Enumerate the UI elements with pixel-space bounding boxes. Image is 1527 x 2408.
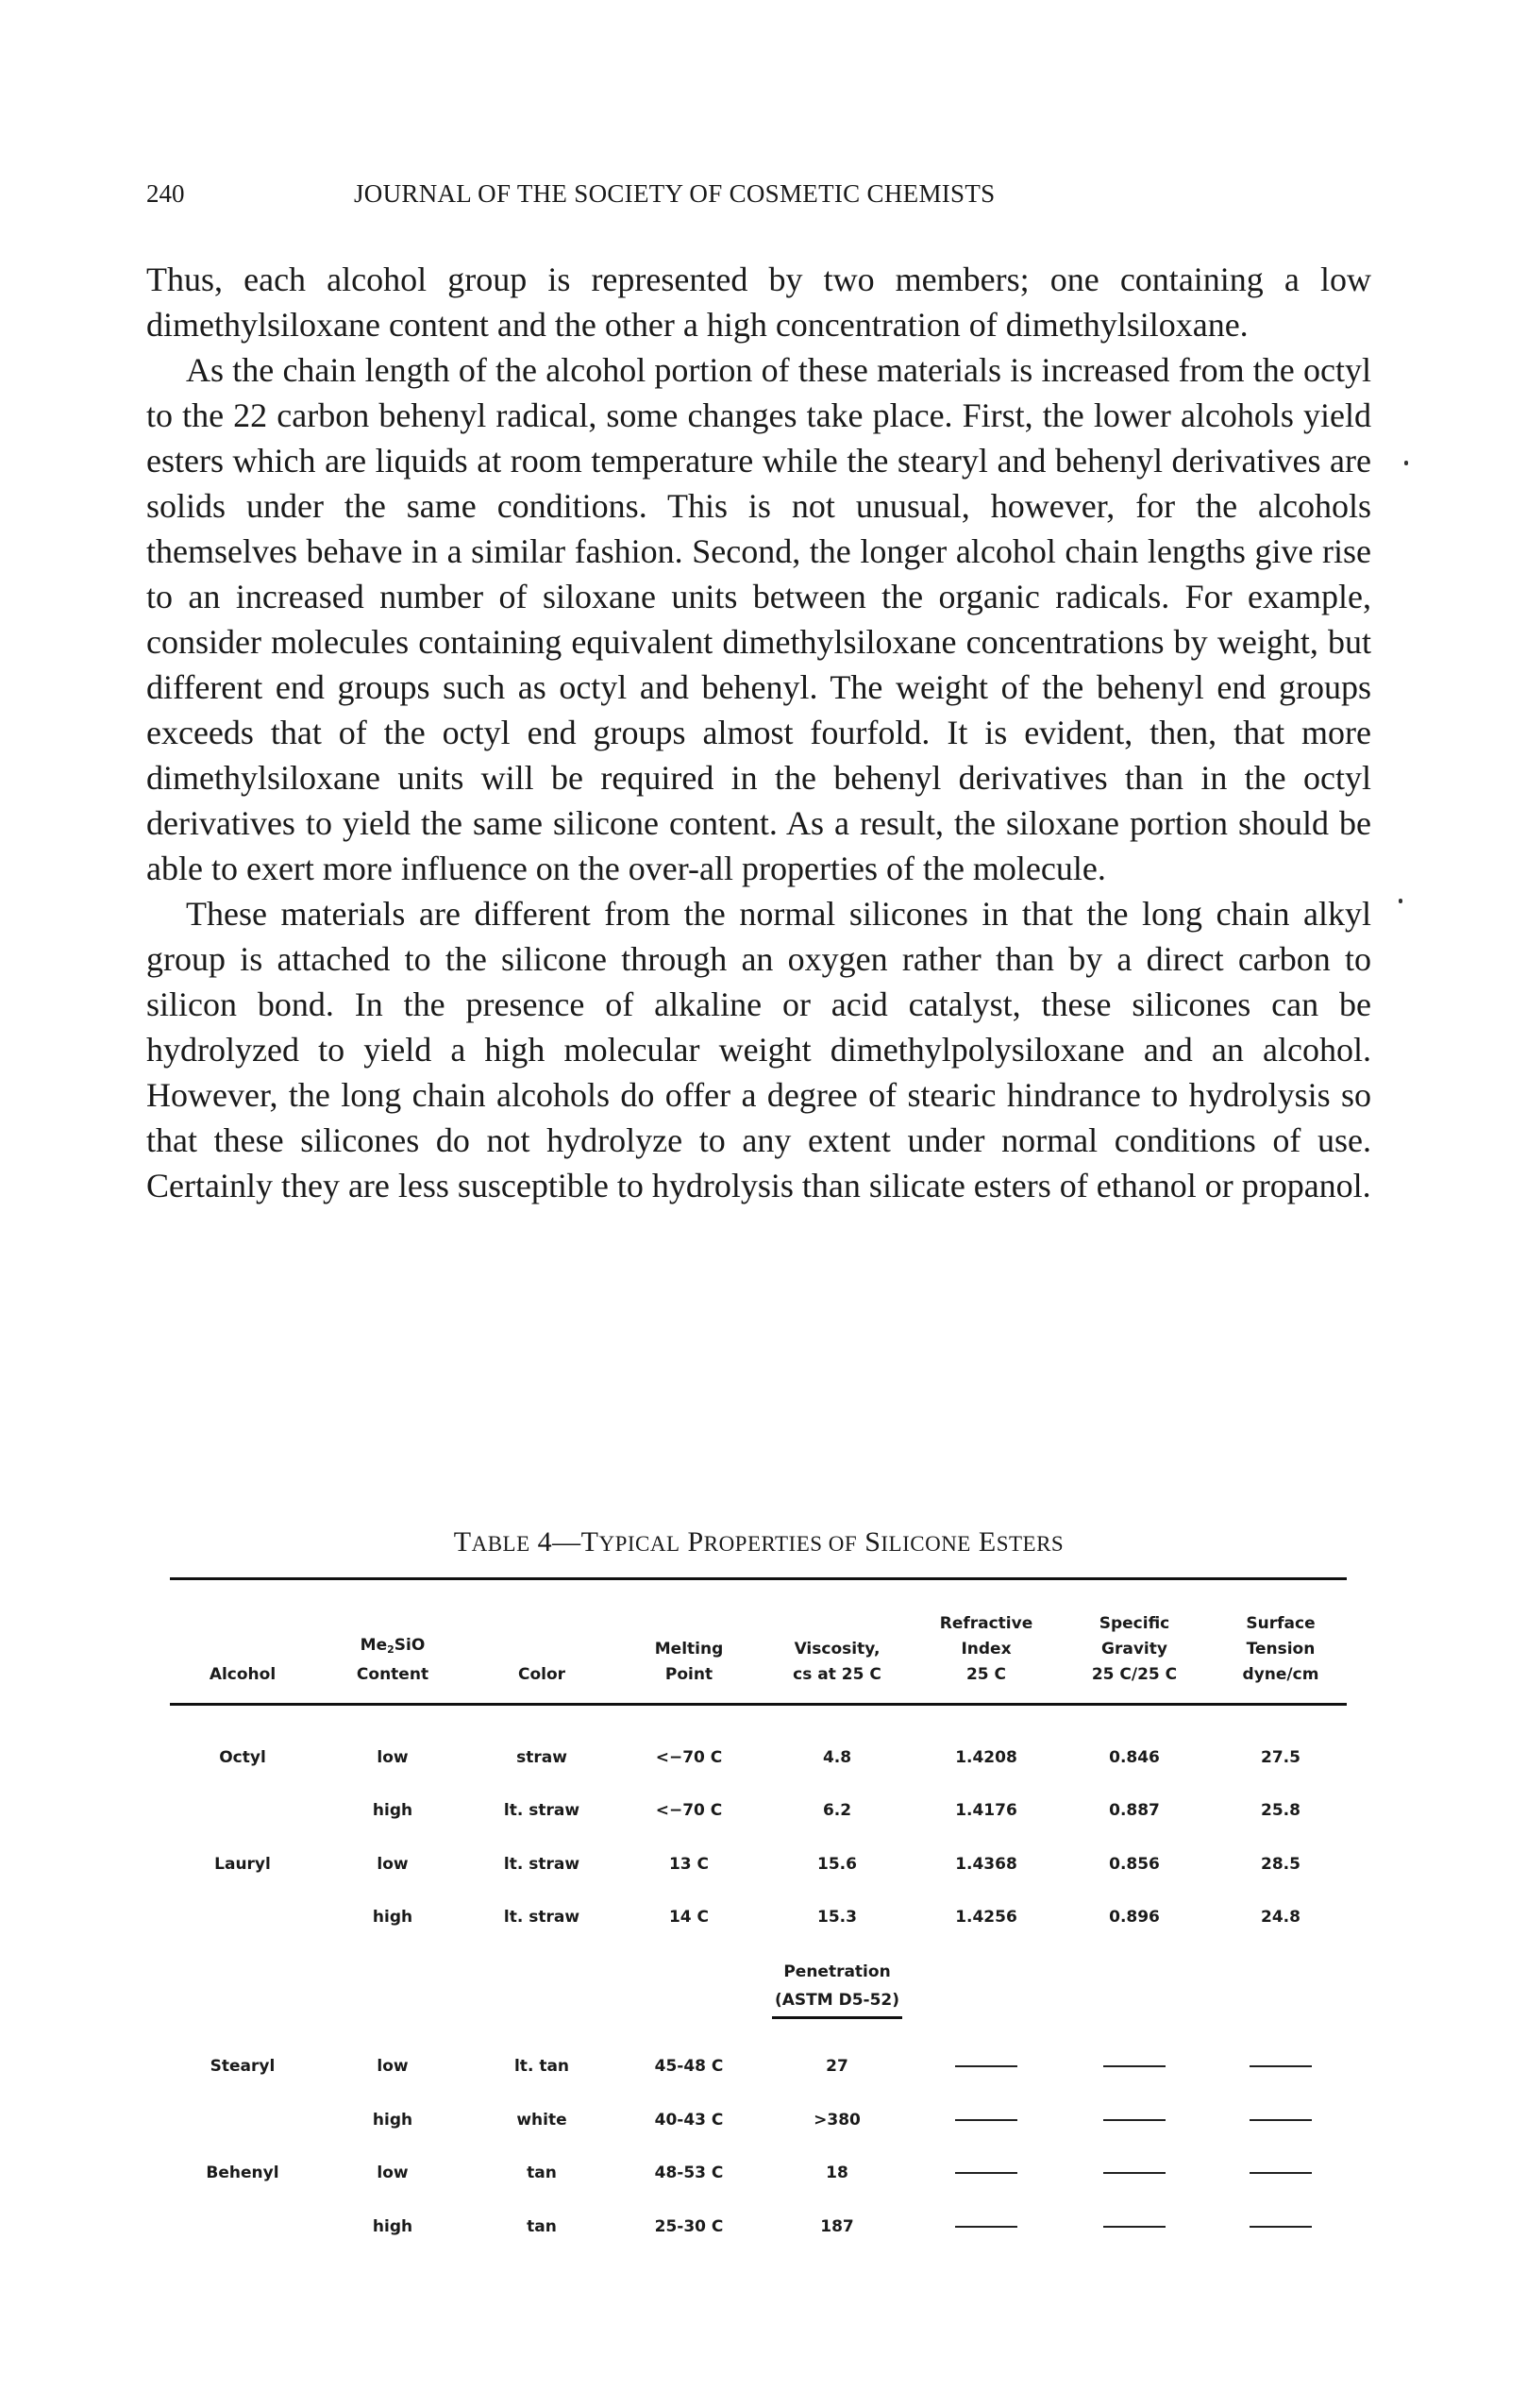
header-refractive-index: Refractive Index 25 C — [939, 1614, 1033, 1684]
cell-refractive-index-empty — [911, 2054, 1062, 2080]
cell-viscosity: 187 — [820, 2217, 854, 2236]
cell-melting-point: <−70 C — [655, 1748, 723, 1767]
cell-color: tan — [527, 2164, 557, 2182]
cell-color: lt. straw — [503, 1908, 580, 1927]
cell-refractive-index: 1.4176 — [955, 1801, 1017, 1820]
cell-content: low — [377, 1748, 409, 1767]
print-speck — [1399, 899, 1402, 903]
cell-alcohol: Stearyl — [210, 2057, 276, 2076]
cell-surface-tension: 24.8 — [1261, 1908, 1300, 1927]
paragraph-1: Thus, each alcohol group is represented by two members; one containing a low dimethylsiloxane content and the other a high concentration of dimethylsiloxane. — [146, 261, 1371, 344]
cell-surface-tension: 27.5 — [1261, 1748, 1300, 1767]
cell-content: low — [377, 2057, 409, 2076]
cell-viscosity: 4.8 — [822, 1748, 852, 1767]
cell-refractive-index-empty — [911, 2108, 1062, 2133]
header-content: $Me_2SiO$ Content — [356, 1636, 429, 1684]
cell-melting-point: 14 C — [668, 1908, 710, 1927]
cell-surface-tension: 28.5 — [1261, 1855, 1300, 1874]
header-melting-point: Melting Point — [654, 1640, 724, 1684]
cell-content: high — [372, 1801, 413, 1820]
cell-viscosity: 15.6 — [817, 1855, 857, 1874]
header-specific-gravity: Specific Gravity 25 C/25 C — [1091, 1614, 1178, 1684]
cell-surface-tension-empty — [1205, 2161, 1356, 2186]
cell-surface-tension: 25.8 — [1261, 1801, 1300, 1820]
cell-content: high — [372, 1908, 413, 1927]
cell-refractive-index: 1.4208 — [955, 1748, 1017, 1767]
em-dash — [1103, 2226, 1166, 2228]
table-top-rule — [170, 1577, 1347, 1580]
cell-viscosity: 15.3 — [817, 1908, 857, 1927]
paragraph-3: These materials are different from the normal silicones in that the long chain alkyl group is attached to the silicone through an oxygen rather than by a direct carbon to silicon bond. In the presence of alkaline or acid catalyst, these silicones can be hydrolyzed to yield a high molecular weight dimethylpolysiloxane and an alcohol. However, the long chain alcohols do offer a degree of stearic hindrance to hydrolysis so that these silicones do not hydrolyze to any extent under normal conditions of use. Certainly they are less susceptible to hydrolysis than silicate esters of ethanol or propanol. — [146, 895, 1371, 1204]
em-dash — [955, 2172, 1017, 2174]
em-dash — [1103, 2172, 1166, 2174]
cell-color: lt. straw — [503, 1855, 580, 1874]
cell-viscosity: 27 — [826, 2057, 848, 2076]
cell-alcohol: Octyl — [219, 1748, 266, 1767]
cell-content: high — [372, 2217, 413, 2236]
cell-viscosity: >380 — [814, 2111, 861, 2130]
cell-specific-gravity: 0.896 — [1109, 1908, 1160, 1927]
em-dash — [1250, 2119, 1312, 2121]
cell-color: lt. tan — [513, 2057, 570, 2076]
cell-specific-gravity-empty — [1059, 2161, 1210, 2186]
cell-melting-point: 25-30 C — [654, 2217, 724, 2236]
paragraph-2: As the chain length of the alcohol portion of these materials is increased from the octyl to the 22 carbon behenyl radical, some changes take place. First, the lower alcohols yield esters which are liquids at room temperature while the stearyl and behenyl derivatives are solids under the same conditions. This is not unusual, however, for the alcohols themselves behave in a similar fashion. Second, the longer alcohol chain lengths give rise to an increased number of siloxane units between the organic radicals. For example, consider molecules containing equivalent dimethylsiloxane concentrations by weight, but different end groups such as octyl and behenyl. The weight of the behenyl end groups exceeds that of the octyl end groups almost fourfold. It is evident, then, that more dimethylsiloxane units will be required in the behenyl derivatives than in the octyl derivatives to yield the same silicone content. As a result, the siloxane portion should be able to exert more influence on the over-all properties of the molecule. — [146, 351, 1371, 887]
em-dash — [1250, 2172, 1312, 2174]
header-color: Color — [517, 1665, 566, 1684]
header-alcohol: Alcohol — [209, 1665, 277, 1684]
cell-color: white — [516, 2111, 567, 2130]
cell-melting-point: <−70 C — [655, 1801, 723, 1820]
cell-melting-point: 40-43 C — [654, 2111, 724, 2130]
cell-refractive-index: 1.4256 — [955, 1908, 1017, 1927]
running-head — [146, 179, 1373, 211]
table-caption: TABLE 4—TYPICAL PROPERTIES OF SILICONE ESTERS — [453, 1526, 1065, 1558]
cell-color: straw — [516, 1748, 567, 1767]
cell-specific-gravity: 0.846 — [1109, 1748, 1160, 1767]
cell-specific-gravity: 0.887 — [1109, 1801, 1160, 1820]
cell-color: tan — [527, 2217, 557, 2236]
print-speck — [1404, 461, 1408, 465]
cell-alcohol: Behenyl — [206, 2164, 279, 2182]
cell-surface-tension-empty — [1205, 2054, 1356, 2080]
body-text — [146, 257, 1371, 1208]
em-dash — [1250, 2065, 1312, 2067]
cell-content: low — [377, 1855, 409, 1874]
em-dash — [955, 2226, 1017, 2228]
cell-color: lt. straw — [503, 1801, 580, 1820]
em-dash — [955, 2119, 1017, 2121]
table-header-rule — [170, 1703, 1347, 1706]
table-header — [0, 1605, 1527, 1688]
header-surface-tension: Surface Tension dyne/cm — [1242, 1614, 1319, 1684]
page-number: 240 — [146, 179, 185, 208]
cell-refractive-index-empty — [911, 2161, 1062, 2186]
header-viscosity: Viscosity, cs at 25 C — [793, 1640, 881, 1684]
cell-refractive-index: 1.4368 — [955, 1855, 1017, 1874]
cell-specific-gravity-empty — [1059, 2108, 1210, 2133]
cell-specific-gravity: 0.856 — [1109, 1855, 1160, 1874]
cell-surface-tension-empty — [1205, 2108, 1356, 2133]
em-dash — [955, 2065, 1017, 2067]
cell-content: low — [377, 2164, 409, 2182]
cell-surface-tension-empty — [1205, 2214, 1356, 2240]
cell-alcohol: Lauryl — [214, 1855, 271, 1874]
cell-content: high — [372, 2111, 413, 2130]
journal-title: JOURNAL OF THE SOCIETY OF COSMETIC CHEMISTS — [354, 179, 996, 208]
cell-melting-point: 48-53 C — [654, 2164, 724, 2182]
em-dash — [1250, 2226, 1312, 2228]
cell-refractive-index-empty — [911, 2214, 1062, 2240]
cell-specific-gravity-empty — [1059, 2214, 1210, 2240]
cell-melting-point: 45-48 C — [654, 2057, 724, 2076]
cell-viscosity: 18 — [826, 2164, 848, 2182]
cell-viscosity: 6.2 — [822, 1801, 852, 1820]
cell-specific-gravity-empty — [1059, 2054, 1210, 2080]
penetration-subheader: Penetration (ASTM D5-52) — [752, 1958, 922, 2019]
em-dash — [1103, 2119, 1166, 2121]
em-dash — [1103, 2065, 1166, 2067]
cell-melting-point: 13 C — [668, 1855, 710, 1874]
